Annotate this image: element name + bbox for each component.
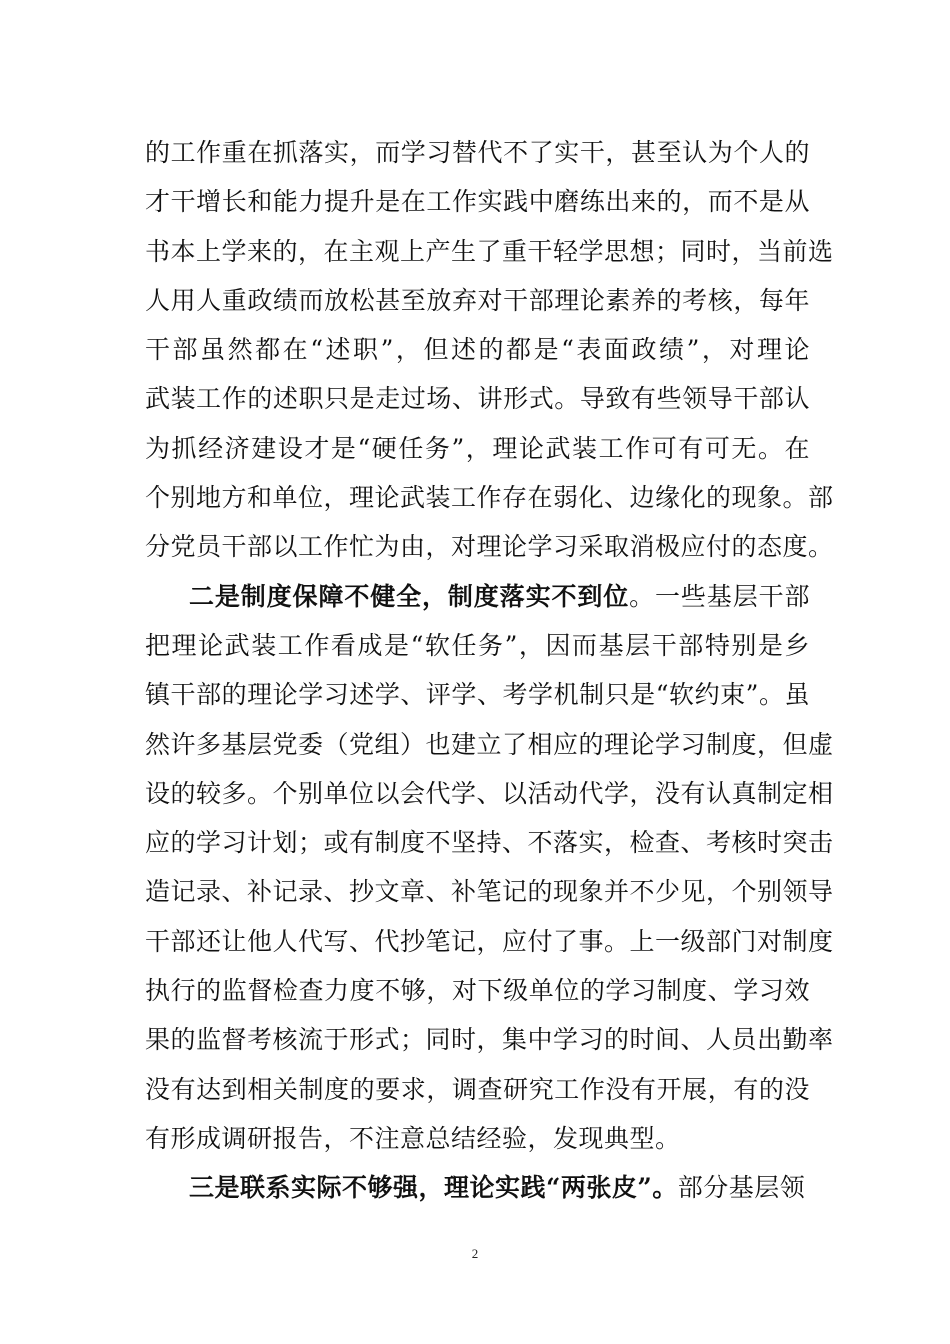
paragraph-first-line — [145, 572, 810, 621]
paragraph-first-line — [145, 1163, 810, 1212]
text-line: 武装工作的述职只是走过场、讲形式。导致有些领导干部认 — [145, 384, 810, 414]
text-line: 把理论武装工作看成是“软任务”，因而基层干部特别是乡 — [145, 630, 810, 660]
paragraph-heading: 三是联系实际不够强，理论实践“两张皮”。 — [189, 1173, 678, 1203]
paragraph-text: 部分基层领 — [677, 1173, 806, 1203]
text-line: 干部还让他人代写、代抄笔记，应付了事。上一级部门对制度 — [145, 926, 834, 956]
document-body — [145, 128, 834, 1213]
text-line: 没有达到相关制度的要求，调查研究工作没有开展，有的没 — [145, 1074, 810, 1104]
text-line: 个别地方和单位，理论武装工作存在弱化、边缘化的现象。部 — [145, 483, 834, 513]
text-line: 造记录、补记录、抄文章、补笔记的现象并不少见，个别领导 — [145, 877, 834, 907]
page-number: 2 — [471, 1246, 479, 1261]
paragraph-text: 。一些基层干部 — [629, 581, 810, 611]
text-line: 人用人重政绩而放松甚至放弃对干部理论素养的考核，每年 — [145, 285, 810, 315]
text-line: 然许多基层党委（党组）也建立了相应的理论学习制度，但虚 — [145, 729, 834, 759]
text-line: 的工作重在抓落实，而学习替代不了实干，甚至认为个人的 — [145, 138, 810, 167]
text-line: 镇干部的理论学习述学、评学、考学机制只是“软约束”。虽 — [145, 680, 810, 710]
text-line: 果的监督考核流于形式；同时，集中学习的时间、人员出勤率 — [145, 1025, 834, 1055]
text-line: 分党员干部以工作忙为由，对理论学习采取消极应付的态度。 — [145, 532, 834, 562]
text-line: 才干增长和能力提升是在工作实践中磨练出来的，而不是从 — [145, 187, 810, 217]
text-line: 为抓经济建设才是“硬任务”，理论武装工作可有可无。在 — [145, 433, 810, 463]
text-line: 设的较多。个别单位以会代学、以活动代学，没有认真制定相 — [145, 778, 834, 808]
text-line: 干部虽然都在“述职”，但述的都是“表面政绩”，对理论 — [145, 335, 810, 365]
paragraph-heading: 二是制度保障不健全，制度落实不到位 — [189, 581, 630, 611]
text-line: 书本上学来的，在主观上产生了重干轻学思想；同时，当前选 — [145, 236, 834, 266]
text-line: 应的学习计划；或有制度不坚持、不落实，检查、考核时突击 — [145, 828, 834, 858]
text-line: 有形成调研报告，不注意总结经验，发现典型。 — [145, 1123, 681, 1153]
text-line: 执行的监督检查力度不够，对下级单位的学习制度、学习效 — [145, 976, 810, 1006]
